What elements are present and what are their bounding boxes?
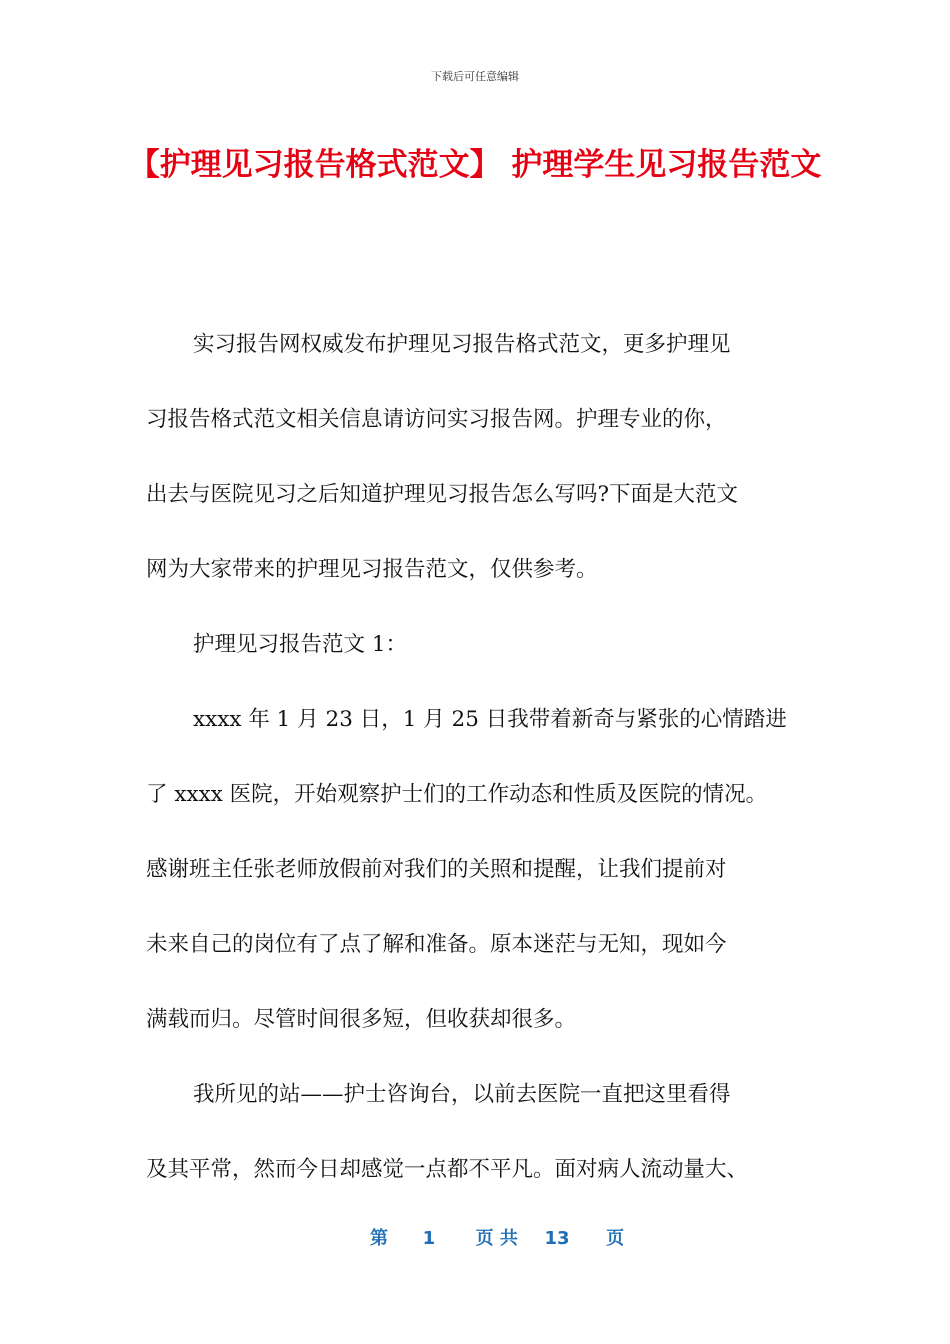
paragraph-line: xxxx 年 1 月 23 日，1 月 25 日我带着新奇与紧张的心情踏进 [193, 707, 787, 732]
footer-ye-gong: 页 共 [475, 1228, 518, 1249]
paragraph-line: 我所见的站——护士咨询台，以前去医院一直把这里看得 [193, 1082, 731, 1107]
paragraph-line: 及其平常，然而今日却感觉一点都不平凡。面对病人流动量大、 [146, 1157, 749, 1182]
section-heading: 护理见习报告范文 1： [193, 632, 408, 657]
footer-total-pages: 13 [544, 1228, 570, 1249]
document-title: 【护理见习报告格式范文】 护理学生见习报告范文 [128, 147, 822, 183]
paragraph-line: 未来自己的岗位有了点了解和准备。原本迷茫与无知，现如今 [146, 932, 727, 957]
footer-ye: 页 [606, 1228, 625, 1249]
header-note: 下载后可任意编辑 [431, 70, 519, 83]
paragraph-line: 实习报告网权威发布护理见习报告格式范文，更多护理见 [193, 332, 731, 357]
paragraph-line: 满载而归。尽管时间很多短，但收获却很多。 [146, 1007, 577, 1032]
paragraph-line: 出去与医院见习之后知道护理见习报告怎么写吗?下面是大范文 [146, 482, 739, 507]
paragraph-line: 网为大家带来的护理见习报告范文，仅供参考。 [146, 557, 598, 582]
footer-page-number: 1 [422, 1228, 436, 1249]
paragraph-line: 了 xxxx 医院，开始观察护士们的工作动态和性质及医院的情况。 [146, 782, 768, 807]
footer-di: 第 [370, 1228, 388, 1249]
paragraph-line: 感谢班主任张老师放假前对我们的关照和提醒，让我们提前对 [146, 857, 727, 882]
page-footer [370, 1226, 624, 1252]
paragraph-line: 习报告格式范文相关信息请访问实习报告网。护理专业的你， [146, 407, 727, 432]
